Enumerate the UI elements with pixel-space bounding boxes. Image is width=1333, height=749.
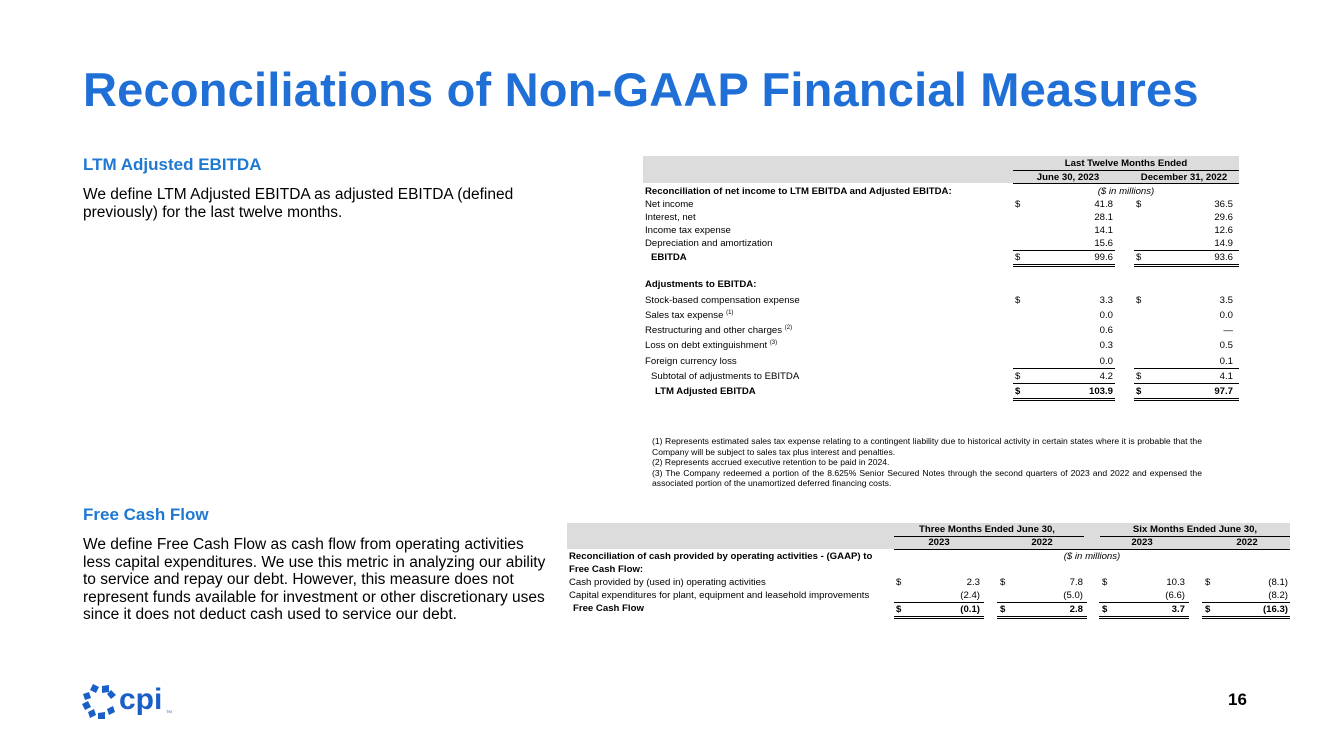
value-three-months-2023: (2.4) [960, 590, 980, 601]
dollar-sign: $ [1136, 371, 1142, 382]
value-six-months-2022: (8.2) [1268, 590, 1288, 601]
value-jun-2023: 103.9 [1088, 386, 1113, 397]
dollar-sign: $ [896, 577, 902, 588]
dollar-sign: $ [1136, 199, 1142, 210]
ltm-description: We define LTM Adjusted EBITDA as adjusted EBITDA (defined previously) for the last twelve months. [83, 186, 514, 221]
dollar-sign: $ [1015, 199, 1021, 210]
row-label: Capital expenditures for plant, equipment and leasehold improvements [569, 590, 870, 601]
footnotes [652, 436, 1202, 489]
units-label: ($ in millions) [1097, 186, 1155, 197]
value-jun-2023: 14.1 [1094, 225, 1113, 236]
year-header: 2023 [1131, 537, 1153, 548]
col-header-dec-2022: December 31, 2022 [1140, 172, 1228, 183]
value-dec-2022: 12.6 [1214, 225, 1233, 236]
trademark-mark: TM [166, 709, 172, 714]
value-dec-2022: 0.5 [1219, 340, 1233, 351]
footnote-ref: (1) [726, 310, 734, 316]
value-jun-2023: 0.0 [1099, 310, 1113, 321]
fcf-heading: Free Cash Flow [83, 505, 209, 524]
value-three-months-2022: (5.0) [1063, 590, 1083, 601]
value-jun-2023: 15.6 [1094, 238, 1113, 249]
row-label: EBITDA [651, 252, 687, 263]
dollar-sign: $ [1136, 252, 1142, 263]
value-three-months-2022: 7.8 [1069, 577, 1083, 588]
value-dec-2022: 0.0 [1219, 310, 1233, 321]
row-label: Income tax expense [645, 225, 731, 236]
value-dec-2022: 29.6 [1214, 212, 1233, 223]
value-jun-2023: 0.6 [1099, 325, 1113, 336]
cpi-logo-text: cpi [119, 683, 163, 716]
value-three-months-2023: (0.1) [960, 604, 980, 615]
section-label-adjustments: Adjustments to EBITDA: [645, 279, 757, 290]
value-six-months-2023: (6.6) [1165, 590, 1185, 601]
dollar-sign: $ [1015, 371, 1021, 382]
value-jun-2023: 0.0 [1099, 356, 1113, 367]
value-dec-2022: 0.1 [1219, 356, 1233, 367]
row-label: Foreign currency loss [645, 356, 737, 367]
units-label: ($ in millions) [1063, 551, 1121, 562]
value-dec-2022: 14.9 [1214, 238, 1233, 249]
value-three-months-2022: 2.8 [1069, 604, 1083, 615]
value-jun-2023: 3.3 [1099, 295, 1113, 306]
dollar-sign: $ [1205, 577, 1211, 588]
footnote-1: (1) Represents estimated sales tax expense relating to a contingent liability due to historical activity in certain states where it is probable that the Company will be subject to sales tax plus interest and penalties. [652, 436, 1202, 457]
value-jun-2023: 99.6 [1094, 252, 1113, 263]
col-header-jun-2023: June 30, 2023 [1036, 172, 1100, 183]
value-six-months-2023: 3.7 [1171, 604, 1185, 615]
value-jun-2023: 41.8 [1094, 199, 1113, 210]
cpi-logo-icon [80, 682, 180, 722]
value-dec-2022: 3.5 [1219, 295, 1233, 306]
dollar-sign: $ [1015, 386, 1021, 397]
fcf-description: We define Free Cash Flow as cash flow from operating activities less capital expenditures. We use this metric in analyzing our ability to service and repay our debt. However, this measure does not represent funds available for investment or other discretionary uses since it does not deduct cash used to service our debt. [83, 536, 546, 623]
value-dec-2022: — [1223, 325, 1233, 336]
dollar-sign: $ [1102, 577, 1108, 588]
value-jun-2023: 0.3 [1099, 340, 1113, 351]
value-jun-2023: 4.2 [1099, 371, 1113, 382]
value-six-months-2023: 10.3 [1166, 577, 1185, 588]
value-six-months-2022: (16.3) [1262, 604, 1288, 615]
value-dec-2022: 97.7 [1214, 386, 1233, 397]
cpi-logo [80, 682, 180, 727]
value-three-months-2023: 2.3 [966, 577, 980, 588]
row-label: Depreciation and amortization [645, 238, 773, 249]
value-dec-2022: 36.5 [1214, 199, 1233, 210]
value-dec-2022: 4.1 [1219, 371, 1233, 382]
dollar-sign: $ [1205, 604, 1211, 615]
ltm-heading: LTM Adjusted EBITDA [83, 155, 262, 174]
dollar-sign: $ [1015, 252, 1021, 263]
row-label: Restructuring and other charges $^{(2)}$ [645, 325, 793, 336]
value-jun-2023: 28.1 [1094, 212, 1113, 223]
footnote-ref: (2) [784, 325, 793, 331]
year-header: 2023 [928, 537, 950, 548]
dollar-sign: $ [1015, 295, 1021, 306]
dollar-sign: $ [1000, 604, 1006, 615]
dollar-sign: $ [1000, 577, 1006, 588]
year-header: 2022 [1031, 537, 1053, 548]
row-label: Stock-based compensation expense [645, 295, 800, 306]
dollar-sign: $ [1136, 386, 1142, 397]
year-header: 2022 [1236, 537, 1258, 548]
page-number: 16 [1228, 690, 1247, 709]
footnote-2: (2) Represents accrued executive retention to be paid in 2024. [652, 457, 890, 468]
section-label-reconciliation: Reconciliation of net income to LTM EBITDA and Adjusted EBITDA: [645, 186, 952, 197]
dollar-sign: $ [1136, 295, 1142, 306]
section-label: Reconciliation of cash provided by operating activities - (GAAP) to [569, 551, 873, 562]
row-label: Interest, net [645, 212, 696, 223]
value-dec-2022: 93.6 [1214, 252, 1233, 263]
section-label-line2: Free Cash Flow: [569, 564, 644, 575]
value-six-months-2022: (8.1) [1268, 577, 1288, 588]
row-label: Cash provided by (used in) operating activities [569, 577, 766, 588]
row-label: Loss on debt extinguishment $^{(3)}$ [645, 340, 778, 351]
dollar-sign: $ [896, 604, 902, 615]
page-title: Reconciliations of Non-GAAP Financial Measures [83, 63, 1199, 116]
period-header: Last Twelve Months Ended [1013, 157, 1239, 171]
footnote-ref: (3) [769, 340, 778, 346]
group-header-six-months: Six Months Ended June 30, [1132, 524, 1258, 535]
footnote-3: (3) The Company redeemed a portion of the 8.625% Senior Secured Notes through the second quarters of 2023 and 2022 and expensed the associated portion of the unamortized deferred financing costs. [652, 467, 1202, 489]
row-label: Subtotal of adjustments to EBITDA [651, 371, 800, 382]
row-label: Sales tax expense $^{(1)}$ [645, 310, 734, 321]
row-label: Free Cash Flow [573, 603, 644, 614]
dollar-sign: $ [1102, 604, 1108, 615]
group-header-three-months: Three Months Ended June 30, [919, 524, 1055, 535]
row-label: LTM Adjusted EBITDA [655, 386, 756, 397]
row-label: Net income [645, 199, 694, 210]
